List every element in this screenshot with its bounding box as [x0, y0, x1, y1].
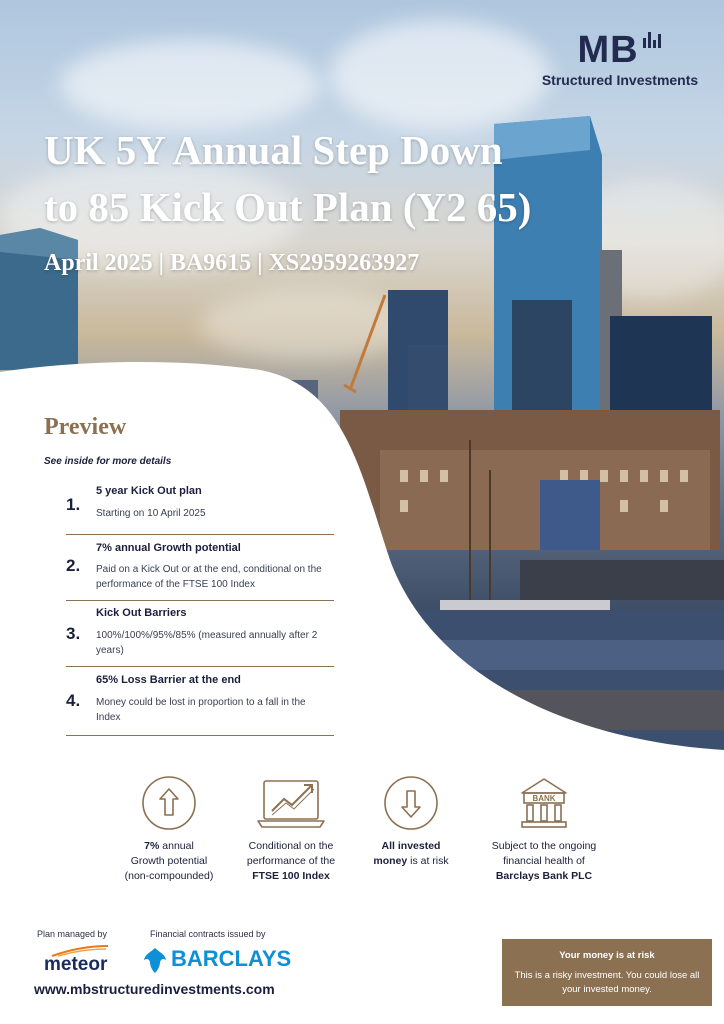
feature-text: Conditional on the — [248, 840, 334, 852]
feature-text: annual — [159, 840, 194, 852]
preview-heading: Preview — [44, 414, 127, 440]
item-title: 65% Loss Barrier at the end — [96, 674, 241, 686]
laptop-growth-chart-icon — [256, 775, 326, 831]
website-url[interactable]: www.mbstructuredinvestments.com — [34, 981, 275, 997]
feature-bold: money — [373, 855, 408, 867]
feature-bold: 7% — [144, 840, 160, 852]
page-title — [44, 122, 664, 236]
feature-ftse — [226, 775, 356, 884]
feature-text: financial health of — [503, 855, 585, 867]
arrow-down-circle-icon — [383, 775, 439, 831]
item-number: 1. — [66, 495, 81, 514]
feature-bank — [474, 775, 614, 884]
item-number: 2. — [66, 556, 81, 575]
preview-item — [66, 478, 334, 535]
mb-structured-investments-logo — [530, 30, 710, 88]
issued-by-label: Financial contracts issued by — [150, 929, 266, 939]
preview-item — [66, 600, 334, 667]
preview-item — [66, 534, 334, 601]
feature-text: Growth potential — [130, 855, 208, 867]
eagle-icon — [143, 946, 167, 974]
feature-growth — [104, 775, 234, 884]
see-inside-note: See inside for more details — [44, 456, 172, 467]
meteor-logo — [42, 944, 116, 974]
item-description: Money could be lost in proportion to a fall in the Index — [96, 697, 306, 723]
preview-item — [66, 666, 334, 736]
plan-subtitle: April 2025 | BA9615 | XS2959263927 — [44, 250, 420, 276]
arrow-up-circle-icon — [141, 775, 197, 831]
item-number: 4. — [66, 691, 81, 710]
feature-text: Subject to the ongoing — [491, 840, 597, 852]
item-description: Starting on 10 April 2025 — [96, 508, 206, 519]
title-line-1: UK 5Y Annual Step Down — [44, 127, 503, 173]
managed-by-label: Plan managed by — [37, 929, 108, 939]
item-title: 5 year Kick Out plan — [96, 485, 202, 497]
feature-bold: All invested — [381, 840, 441, 852]
logo-text: MB — [577, 29, 639, 71]
feature-bold: FTSE 100 Index — [252, 870, 330, 882]
item-title: 7% annual Growth potential — [96, 542, 241, 554]
logo-bars-icon — [643, 30, 663, 48]
feature-text: (non-compounded) — [124, 870, 214, 882]
item-title: Kick Out Barriers — [96, 607, 187, 619]
feature-bold: Barclays Bank PLC — [495, 870, 593, 882]
title-line-2: to 85 Kick Out Plan (Y2 65) — [44, 184, 532, 230]
barclays-wordmark: BARCLAYS — [171, 946, 292, 971]
risk-warning-box — [502, 939, 712, 1006]
risk-heading: Your money is at risk — [559, 950, 655, 961]
bank-label: BANK — [532, 794, 556, 803]
bank-icon — [516, 775, 572, 831]
item-description: Paid on a Kick Out or at the end, conditional on the performance of the FTSE 100 Index — [96, 564, 322, 590]
item-number: 3. — [66, 624, 81, 643]
logo-subtitle: Structured Investments — [541, 72, 699, 88]
meteor-wordmark: meteor — [44, 954, 108, 975]
feature-text: performance of the — [246, 855, 336, 867]
feature-text: is at risk — [407, 855, 449, 867]
risk-text: This is a risky investment. You could lose all your invested money. — [514, 970, 700, 995]
feature-risk — [346, 775, 476, 869]
item-description: 100%/100%/95%/85% (measured annually after 2 years) — [96, 630, 318, 656]
